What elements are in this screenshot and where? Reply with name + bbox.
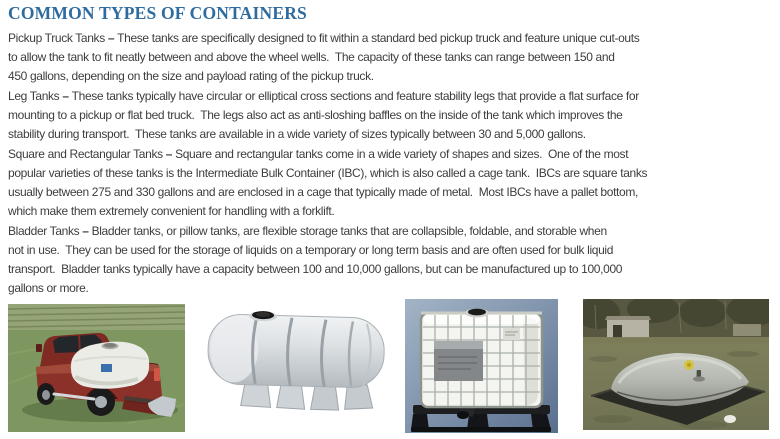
dash-separator: – [104,31,118,45]
term-bladder-tanks: Bladder Tanks [8,224,80,238]
dash-separator: – [79,224,92,238]
leg-tank-photo [198,306,394,418]
paragraph-text: These tanks are specifically designed to fit within a standard bed pickup truck and feature unique cut-outs [117,31,640,45]
paragraph-text: These tanks typically have circular or elliptical cross sections and feature stability legs that provide a flat surface for [71,89,639,103]
leg-tank-illustration [198,306,394,418]
paragraph-text: which make them extremely convenient for handling with a forklift. [8,204,335,218]
paragraph-text: not in use. They can be used for the storage of liquids on a temporary or long term basis and are often used for bulk liquid [8,243,614,257]
ibc-tote-illustration [405,299,558,433]
paragraph-text: stability during transport. These tanks are available in a wide variety of sizes typically between 30 and 5,000 gallons. [8,127,586,141]
term-square-rectangular-tanks: Square and Rectangular Tanks [8,147,163,161]
body-text [8,29,778,299]
paragraph-text: transport. Bladder tanks typically have a capacity between 100 and 10,000 gallons, but can be manufactured up to 100,000 [8,262,623,276]
pickup-truck-illustration [8,304,185,432]
paragraph-square-rectangular-tanks [8,145,778,221]
ibc-tote-photo [405,299,558,433]
paragraph-text: Square and rectangular tanks come in a wide variety of shapes and sizes. One of the most [175,147,629,161]
bladder-tank-illustration [583,299,769,430]
paragraph-bladder-tanks [8,222,778,298]
bladder-tank-photo [583,299,769,430]
term-pickup-truck-tanks: Pickup Truck Tanks [8,31,105,45]
paragraph-pickup-truck-tanks [8,29,778,86]
paragraph-first-line [8,29,778,48]
paragraph-text: usually between 275 and 330 gallons and are enclosed in a cage that typically made of metal. Most IBCs have a pallet bottom, [8,185,638,199]
paragraph-text: gallons or more. [8,281,89,295]
paragraph-text: Bladder tanks, or pillow tanks, are flexible storage tanks that are collapsible, foldable, and storable when [91,224,607,238]
pickup-truck-tank-photo [8,304,185,432]
paragraph-text: 450 gallons, depending on the size and payload rating of the pickup truck. [8,69,374,83]
dash-separator: – [59,89,72,103]
dash-separator: – [162,147,176,161]
paragraph-first-line [8,87,778,106]
paragraph-text: to allow the tank to fit neatly between and above the wheel wells. The capacity of these tanks can range between 150 and [8,50,615,64]
paragraph-first-line [8,145,778,164]
page-title: COMMON TYPES OF CONTAINERS [8,3,307,23]
paragraph-leg-tanks [8,87,778,144]
paragraph-text: mounting to a pickup or flat bed truck. The legs also act as anti-sloshing baffles on the inside of the tank which improves the [8,108,623,122]
paragraph-text: popular varieties of these tanks is the Intermediate Bulk Container (IBC), which is also called a cage tank. IBCs are square tanks [8,166,648,180]
term-leg-tanks: Leg Tanks [8,89,60,103]
paragraph-first-line [8,222,778,241]
